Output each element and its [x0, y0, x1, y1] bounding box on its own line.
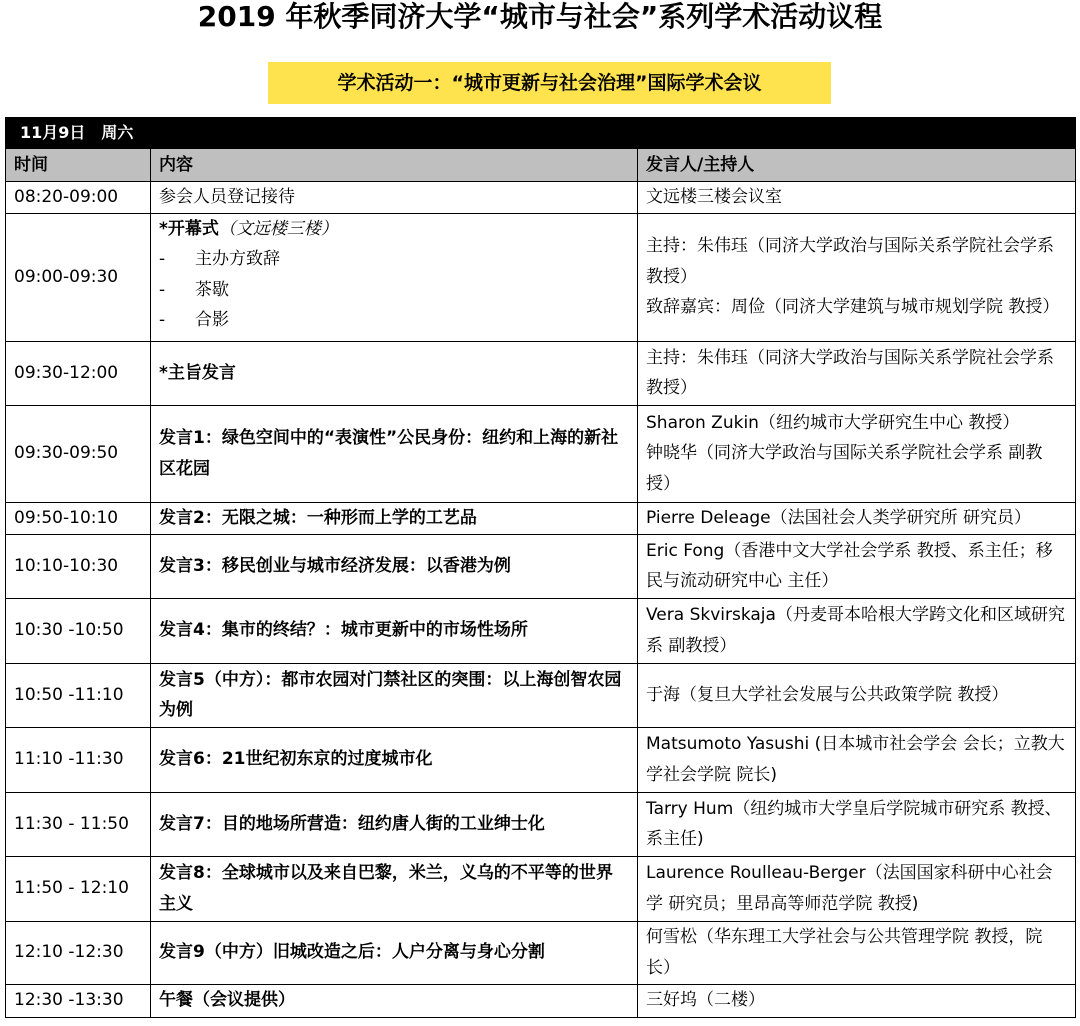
agenda-content-text: *开幕式	[159, 218, 219, 239]
column-header-row	[6, 149, 1076, 182]
agenda-row	[6, 502, 1076, 534]
agenda-content	[151, 405, 638, 502]
agenda-sub-item-label: 合影	[195, 310, 229, 330]
speaker-line: Vera Skvirskaja（丹麦哥本哈根大学跨文化和区域研究系 副教授）	[646, 605, 1065, 656]
agenda-time: 11:30 - 11:50	[6, 792, 151, 856]
agenda-row	[6, 727, 1076, 792]
speaker-line: Sharon Zukin（纽约城市大学研究生中心 教授）	[646, 412, 1020, 433]
agenda-table	[5, 117, 1076, 1018]
agenda-speaker	[638, 405, 1076, 502]
agenda-content	[151, 598, 638, 663]
agenda-content-note: （文远楼三楼）	[218, 218, 338, 239]
column-header-content: 内容	[151, 149, 638, 182]
agenda-sub-item	[159, 244, 629, 275]
agenda-row	[6, 213, 1076, 341]
agenda-time: 10:50 -11:10	[6, 663, 151, 727]
agenda-row	[6, 534, 1076, 598]
agenda-content-text: 发言2：无限之城：一种形而上学的工艺品	[159, 507, 477, 528]
agenda-sub-item	[159, 305, 629, 336]
agenda-sub-item	[159, 275, 629, 306]
agenda-row	[6, 856, 1076, 921]
agenda-content	[151, 663, 638, 727]
agenda-content	[151, 534, 638, 598]
agenda-content-text: 发言7：目的地场所营造：纽约唐人街的工业绅士化	[159, 813, 545, 834]
speaker-line: 致辞嘉宾：周俭（同济大学建筑与城市规划学院 教授）	[646, 297, 1060, 318]
agenda-content-text: 发言3：移民创业与城市经济发展：以香港为例	[159, 555, 511, 576]
agenda-speaker	[638, 213, 1076, 341]
speaker-line: 主持：朱伟珏（同济大学政治与国际关系学院社会学系 教授）	[646, 236, 1054, 287]
agenda-content	[151, 213, 638, 341]
page-title: 2019 年秋季同济大学“城市与社会”系列学术活动议程	[197, 0, 883, 33]
agenda-content	[151, 984, 638, 1017]
column-header-time: 时间	[6, 149, 151, 182]
agenda-time: 11:10 -11:30	[6, 727, 151, 792]
speaker-line: 主持：朱伟珏（同济大学政治与国际关系学院社会学系 教授）	[646, 347, 1054, 398]
agenda-time: 09:00-09:30	[6, 213, 151, 341]
agenda-content-text: 发言9（中方）旧城改造之后：人户分离与身心分割	[159, 942, 545, 963]
agenda-content-text: 发言8：全球城市以及来自巴黎，米兰，义乌的不平等的世界主义	[159, 863, 613, 914]
speaker-line: Pierre Deleage（法国社会人类学研究所 研究员）	[646, 507, 1032, 528]
agenda-row	[6, 598, 1076, 663]
speaker-line: Tarry Hum（纽约城市大学皇后学院城市研究系 教授、系主任)	[646, 798, 1062, 849]
agenda-sub-item-label: 茶歇	[195, 279, 229, 300]
agenda-speaker	[638, 182, 1076, 214]
speaker-line: 于海（复旦大学社会发展与公共政策学院 教授）	[646, 684, 1009, 705]
day-header	[6, 118, 1076, 149]
agenda-row	[6, 405, 1076, 502]
agenda-speaker	[638, 727, 1076, 792]
agenda-time: 09:30-12:00	[6, 341, 151, 405]
agenda-time: 09:50-10:10	[6, 502, 151, 534]
agenda-content	[151, 502, 638, 534]
agenda-time: 08:20-09:00	[6, 182, 151, 214]
speaker-line: Matsumoto Yasushi (日本城市社会学会 会长；立教大学社会学院 院长)	[646, 734, 1065, 785]
agenda-content	[151, 792, 638, 856]
agenda-sub-item-label: 主办方致辞	[195, 249, 280, 269]
agenda-row	[6, 921, 1076, 984]
agenda-time: 10:30 -10:50	[6, 598, 151, 663]
agenda-time: 10:10-10:30	[6, 534, 151, 598]
agenda-speaker	[638, 921, 1076, 984]
agenda-speaker	[638, 984, 1076, 1017]
agenda-time: 11:50 - 12:10	[6, 856, 151, 921]
bullet-dash: -	[159, 279, 166, 300]
agenda-content	[151, 856, 638, 921]
speaker-line: Laurence Roulleau-Berger（法国国家科研中心社会学 研究员；里昂高等师范学院 教授)	[646, 863, 1053, 914]
agenda-content-text: 发言6：21世纪初东京的过度城市化	[159, 749, 433, 770]
agenda-speaker	[638, 856, 1076, 921]
column-header-speaker: 发言人/主持人	[638, 149, 1076, 182]
agenda-time: 12:30 -13:30	[6, 984, 151, 1017]
speaker-line: 文远楼三楼会议室	[646, 187, 782, 207]
agenda-row	[6, 984, 1076, 1017]
speaker-line: 三好坞（二楼）	[646, 990, 765, 1011]
agenda-content-text: 午餐（会议提供）	[159, 990, 295, 1011]
agenda-content-text: 发言4：集市的终结？：城市更新中的市场性场所	[159, 620, 528, 641]
agenda-content-text: 参会人员登记接待	[159, 187, 295, 207]
agenda-row	[6, 341, 1076, 405]
bullet-dash: -	[159, 310, 166, 330]
agenda-row	[6, 792, 1076, 856]
agenda-content	[151, 341, 638, 405]
agenda-speaker	[638, 663, 1076, 727]
speaker-line: Eric Fong（香港中文大学社会学系 教授、系主任；移民与流动研究中心 主任）	[646, 540, 1053, 591]
agenda-time: 12:10 -12:30	[6, 921, 151, 984]
agenda-row	[6, 663, 1076, 727]
agenda-content	[151, 921, 638, 984]
agenda-speaker	[638, 792, 1076, 856]
agenda-content	[151, 182, 638, 214]
day-date: 11月9日	[20, 123, 86, 142]
agenda-speaker	[638, 534, 1076, 598]
day-weekday: 周六	[101, 123, 134, 142]
agenda-content-text: 发言5（中方）：都市农园对门禁社区的突围：以上海创智农园为例	[159, 669, 622, 720]
agenda-speaker	[638, 502, 1076, 534]
agenda-time: 09:30-09:50	[6, 405, 151, 502]
agenda-speaker	[638, 341, 1076, 405]
speaker-line: 何雪松（华东理工大学社会与公共管理学院 教授，院长）	[646, 927, 1043, 978]
day-header-row	[6, 118, 1076, 149]
agenda-content-text: *主旨发言	[159, 362, 236, 383]
page-subtitle: 学术活动一：“城市更新与社会治理”国际学术会议	[268, 62, 831, 104]
agenda-content-text: 发言1：绿色空间中的“表演性”公民身份：纽约和上海的新社区花园	[159, 428, 619, 479]
agenda-speaker	[638, 598, 1076, 663]
agenda-row	[6, 182, 1076, 214]
agenda-content	[151, 727, 638, 792]
speaker-line: 钟晓华（同济大学政治与国际关系学院社会学系 副教授）	[646, 443, 1043, 494]
bullet-dash: -	[159, 249, 166, 269]
